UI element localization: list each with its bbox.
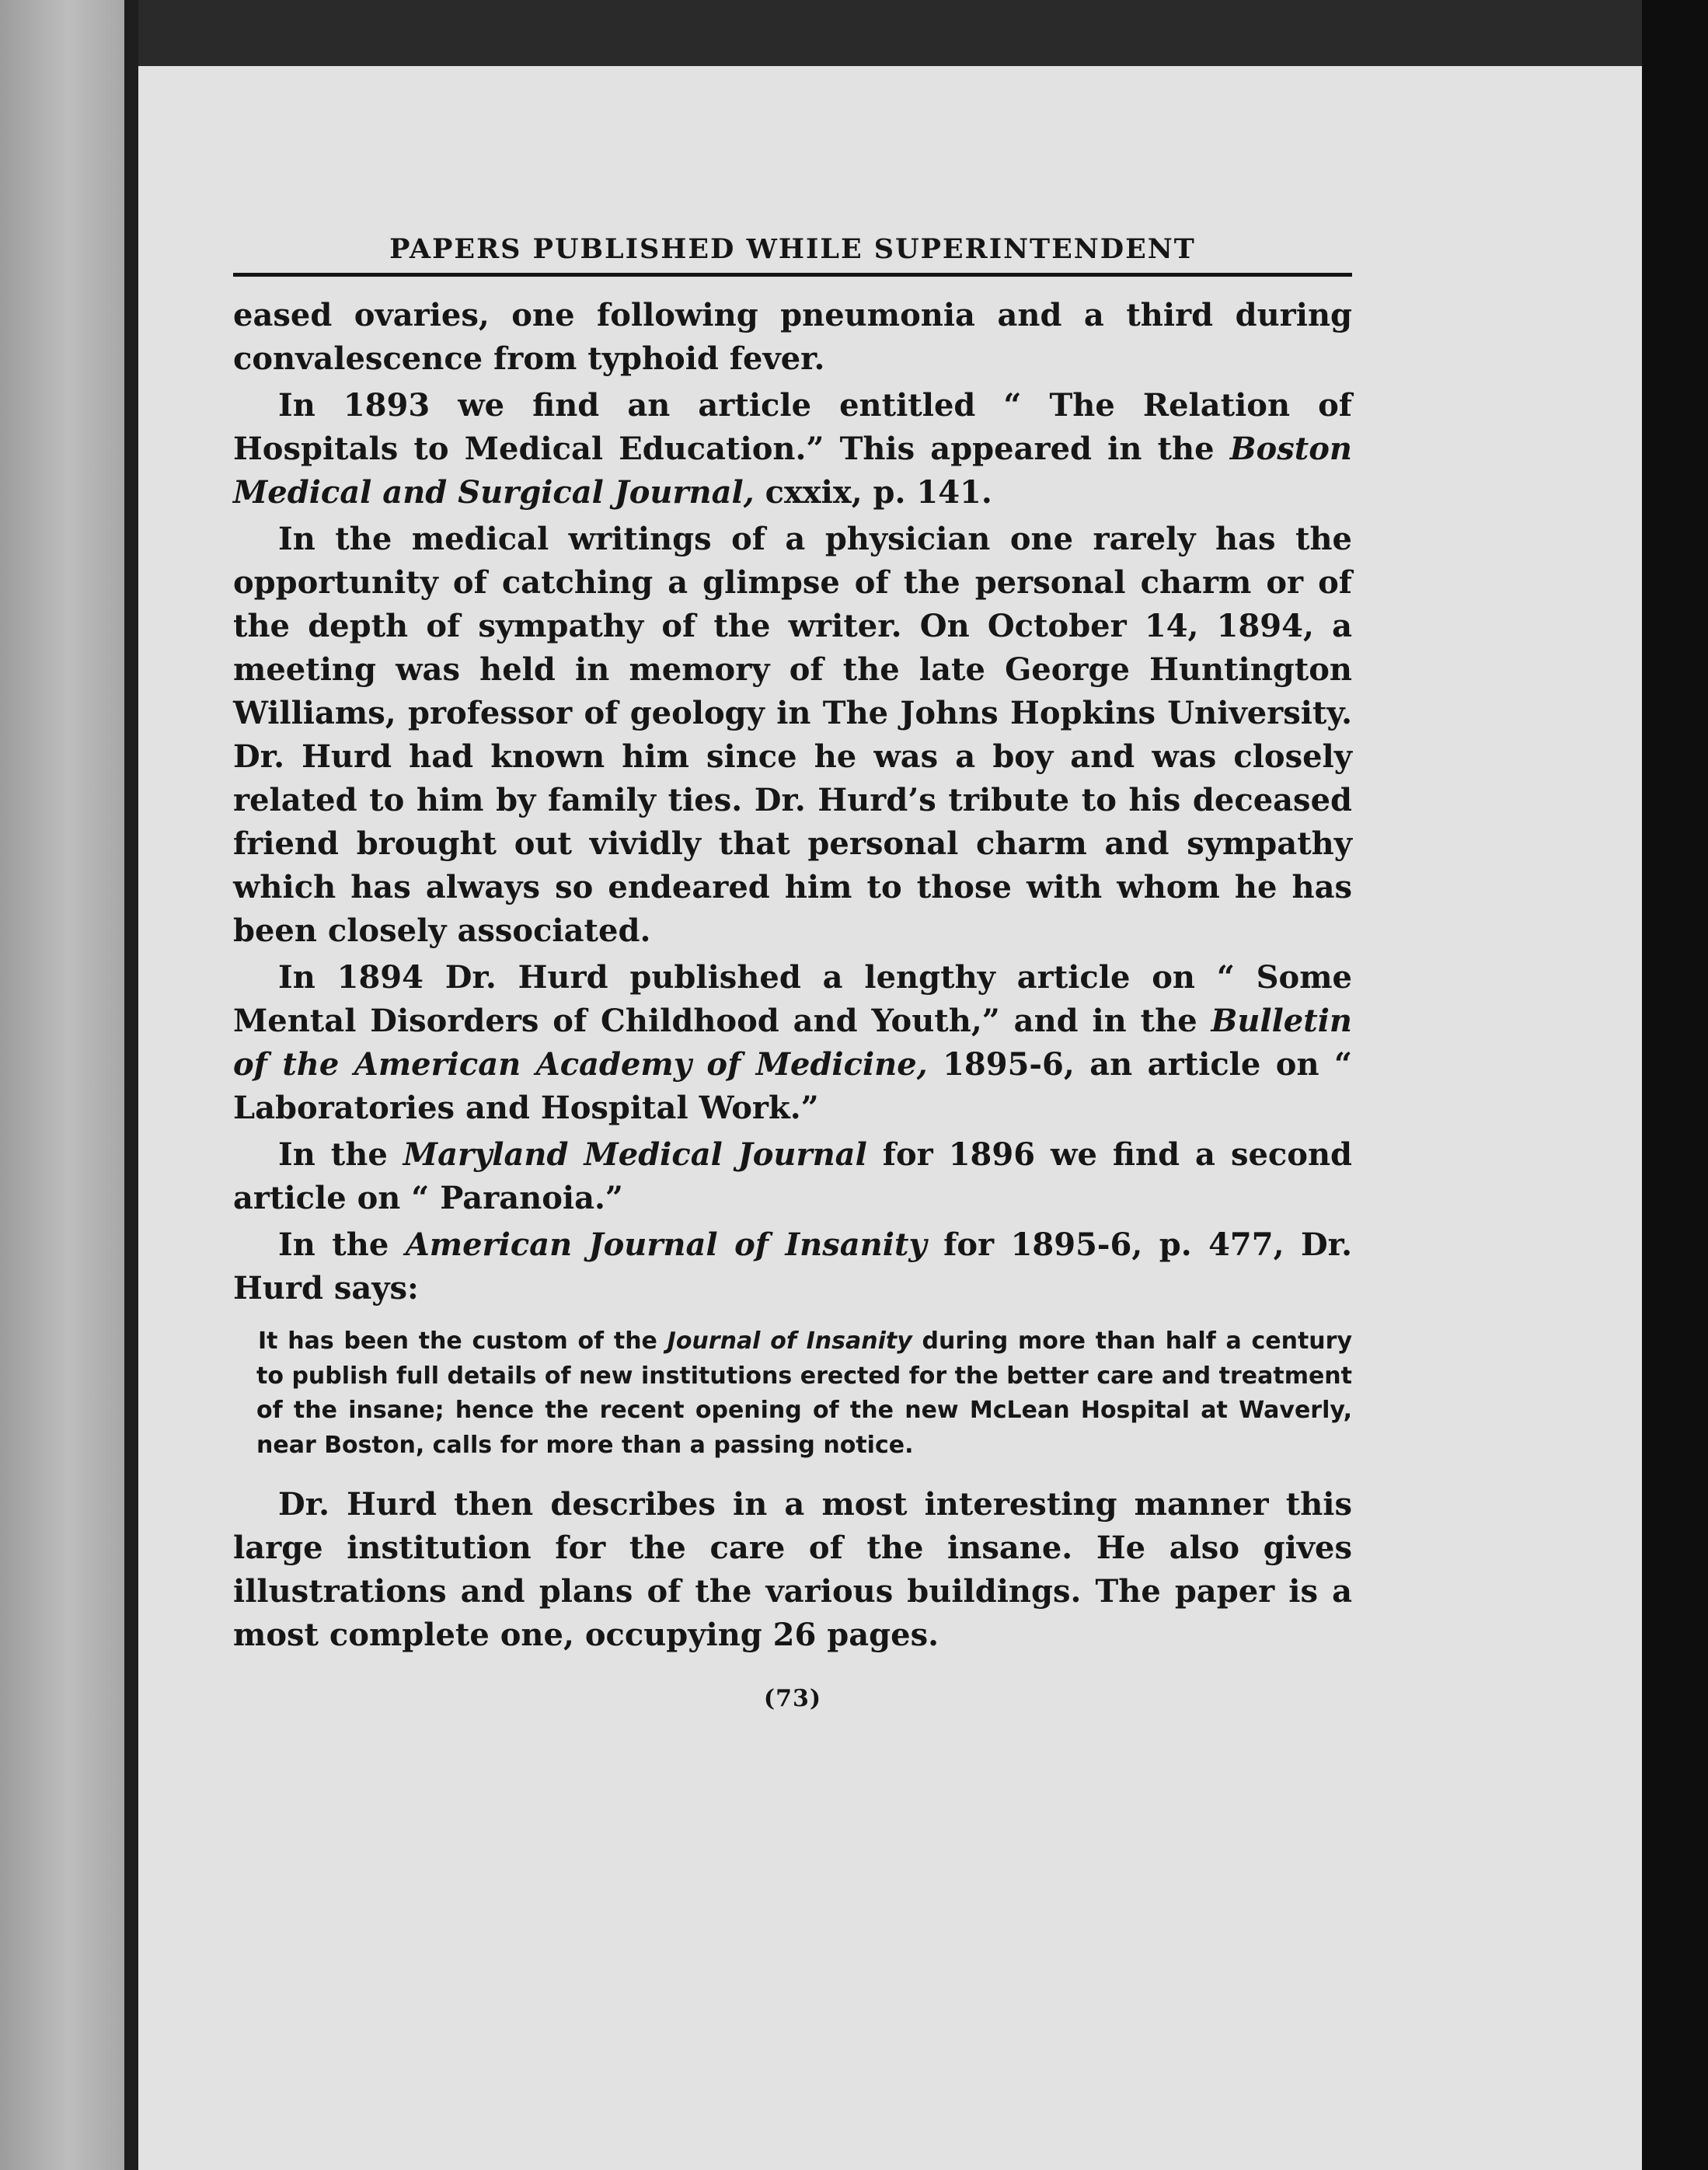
quote-text-a: It has been the custom of the [258,1327,668,1355]
journal-title-boston: Boston Medical and Surgical Journal, [233,431,1352,511]
paragraph-4-text-a: In 1894 Dr. Hurd published a lengthy article on “ Some Mental Disorders of Childhood and Youth,” and in the [233,959,1352,1039]
quote-journal-title: Journal of Insanity [667,1327,912,1355]
paragraph-2-text-a: In 1893 we find an article entitled “ The Relation of Hospitals to Medical Education.” This appeared in the [233,387,1352,467]
page-content [233,233,1352,1712]
paragraph-5-text-a: In the [278,1136,403,1173]
paragraph-7: Dr. Hurd then describes in a most interesting manner this large institution for the care of the insane. He also gives illustrations and plans of the various buildings. The paper is a most complete one, occupying 26 pages. [233,1486,1352,1653]
paragraph-3: In the medical writings of a physician one rarely has the opportunity of catching a glimpse of the personal charm or of the depth of sympathy of the writer. On October 14, 1894, a meeting was held in memory of the late George Huntington Williams, professor of geology in The Johns Hopkins University. Dr. Hurd had known him since he was a boy and was closely related to him by family ties. Dr. Hurd’s tribute to his deceased friend brought out vividly that personal charm and sympathy which has always so endeared him to those with whom he has been closely associated. [233,521,1352,949]
paragraph-1: eased ovaries, one following pneumonia and a third during convalescence from typhoid fever. [233,297,1352,377]
book-right-edge [1642,0,1708,2170]
book-left-edge [0,0,124,2170]
paragraph-2 [233,384,1352,515]
paragraph-4-text-b: 1895-6, an article on “ Laboratories and Hospital Work.” [233,1046,1352,1126]
quote-text-b: during more than half a century to publish full details of new institutions erected for the better care and treatment of the insane; hence the recent opening of the new McLean Hospital at Waverly, near Boston, calls for more than a passing notice. [256,1327,1353,1459]
book-gutter [124,0,138,2170]
block-quote [256,1324,1352,1463]
page-number: (73) [763,1685,822,1712]
paragraph-4 [233,956,1352,1130]
paragraph-6-text-b: for 1895-6, p. 477, Dr. Hurd says: [233,1226,1353,1307]
journal-title-maryland: Maryland Medical Journal [403,1136,867,1173]
paragraph-6-text-a: In the [278,1226,406,1263]
journal-title-insanity: American Journal of Insanity [405,1226,927,1263]
running-head: PAPERS PUBLISHED WHILE SUPERINTENDENT [233,233,1352,277]
paragraph-5 [233,1133,1352,1220]
paragraph-6 [233,1223,1352,1310]
paragraph-2-text-b: cxxix, p. 141. [754,474,992,511]
paragraph-5-text-b: for 1896 we find a second article on “ Paranoia.” [233,1136,1353,1216]
journal-title-bulletin: Bulletin of the American Academy of Medicine, [233,1003,1352,1083]
